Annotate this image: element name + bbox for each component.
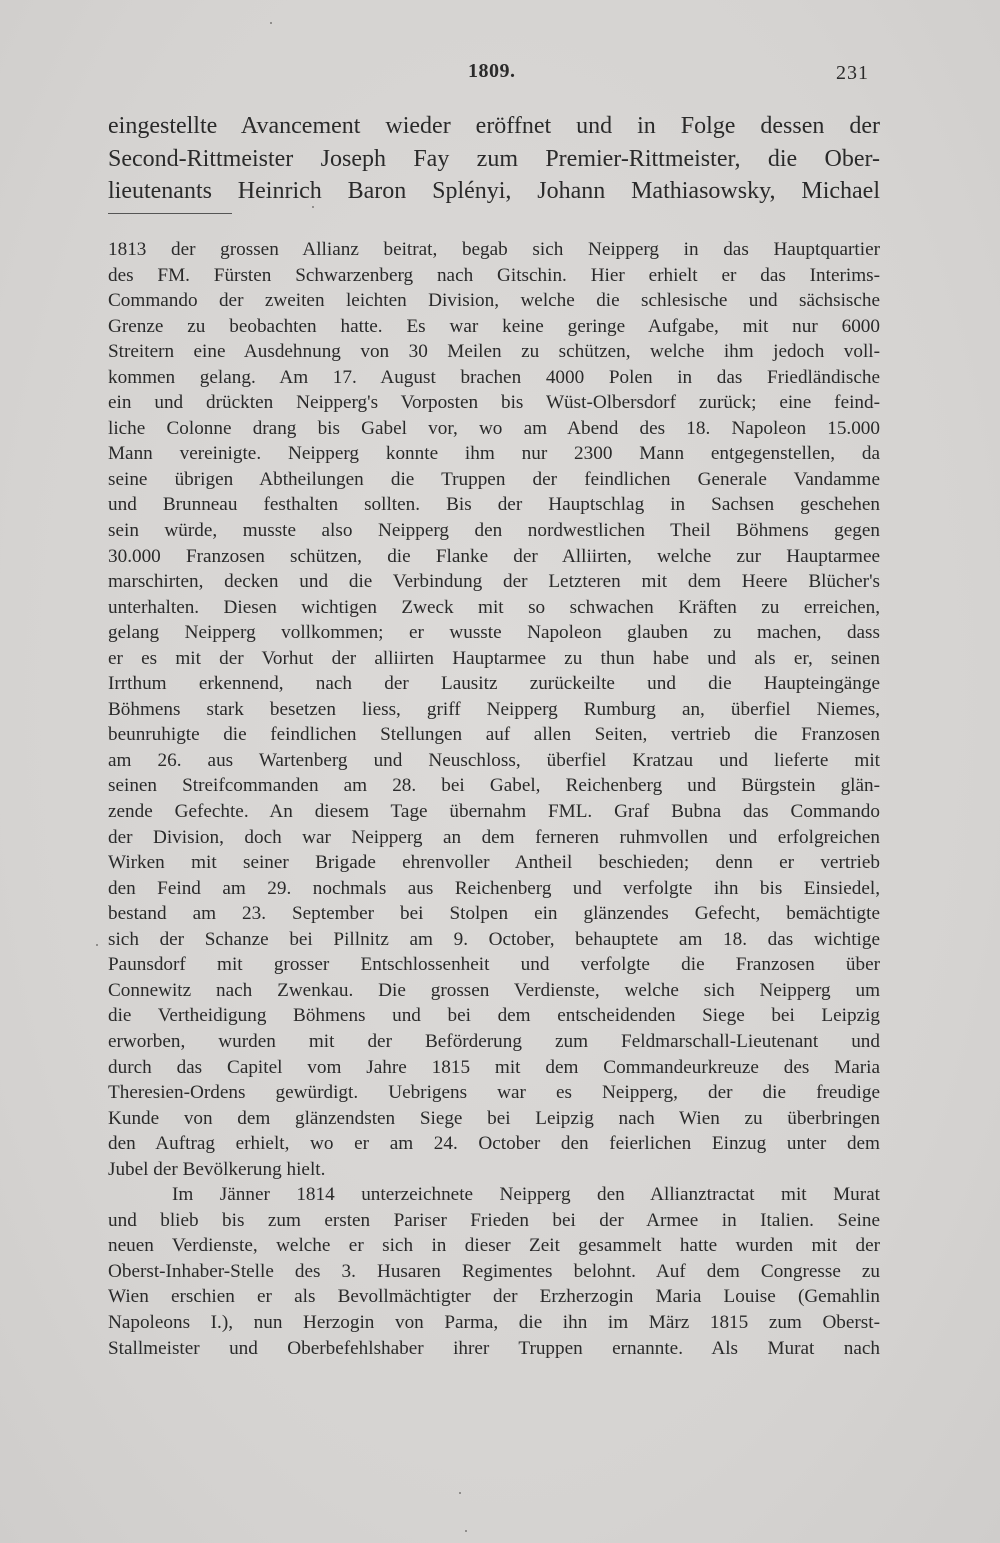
- page-number: 231: [836, 62, 869, 84]
- paper-speck: [96, 944, 98, 946]
- paper-speck: [270, 22, 272, 24]
- footnote-line: der Division, doch war Neipperg an dem ferneren ruhmvollen und erfolgreichen: [108, 826, 880, 848]
- main-text-line: Second-Rittmeister Joseph Fay zum Premier-Rittmeister, die Ober-: [108, 145, 880, 172]
- footnote-line: marschirten, decken und die Verbindung der Letzteren mit dem Heere Blücher's: [108, 571, 880, 593]
- footnote-line: 1813 der grossen Allianz beitrat, begab sich Neipperg in das Hauptquartier: [108, 239, 880, 260]
- footnote-line: er es mit der Vorhut der alliirten Hauptarmee zu thun habe und als er, seinen: [108, 647, 880, 669]
- footnote-line: seine übrigen Abtheilungen die Truppen der feindlichen Generale Vandamme: [108, 468, 880, 490]
- footnote-line: kommen gelang. Am 17. August brachen 4000 Polen in das Friedländische: [108, 366, 880, 388]
- footnote-line: sich der Schanze bei Pillnitz am 9. October, behauptete am 18. das wichtige: [108, 928, 880, 950]
- running-head: [0, 60, 1000, 90]
- footnote-line: liche Colonne drang bis Gabel vor, wo am Abend des 18. Napoleon 15.000: [108, 417, 880, 439]
- footnote-line: Paunsdorf mit grosser Entschlossenheit und verfolgte die Franzosen über: [108, 954, 880, 976]
- footnote-line: beunruhigte die feindlichen Stellungen auf allen Seiten, vertrieb die Franzosen: [108, 724, 880, 746]
- footnote-line: Grenze zu beobachten hatte. Es war keine geringe Aufgabe, mit nur 6000: [108, 315, 880, 337]
- main-text-block: [108, 110, 880, 208]
- footnote-separator: [108, 213, 232, 214]
- footnote-line: und blieb bis zum ersten Pariser Frieden bei der Armee in Italien. Seine: [108, 1209, 880, 1231]
- footnote-line: den Auftrag erhielt, wo er am 24. October den feierlichen Einzug unter dem: [108, 1133, 880, 1155]
- footnote-line: den Feind am 29. nochmals aus Reichenberg und verfolgte ihn bis Einsiedel,: [108, 877, 880, 899]
- footnote-line: Stallmeister und Oberbefehlshaber ihrer Truppen ernannte. Als Murat nach: [108, 1337, 880, 1359]
- footnote-line: neuen Verdienste, welche er sich in dieser Zeit gesammelt hatte wurden mit der: [108, 1235, 880, 1257]
- footnote-line: zende Gefechte. An diesem Tage übernahm FML. Graf Bubna das Commando: [108, 801, 880, 823]
- footnote-line: ein und drückten Neipperg's Vorposten bis Wüst-Olbersdorf zurück; eine feind-: [108, 392, 880, 414]
- main-text-line: lieutenants Heinrich Baron Splényi, Johann Mathiasowsky, Michael: [108, 178, 880, 204]
- footnote-line: Napoleons I.), nun Herzogin von Parma, die ihn im März 1815 zum Oberst-: [108, 1311, 880, 1333]
- footnote-line: Commando der zweiten leichten Division, welche die schlesische und sächsische: [108, 290, 880, 312]
- footnote-block: [108, 237, 880, 1361]
- footnote-line: Streitern eine Ausdehnung von 30 Meilen zu schützen, welche ihm jedoch voll-: [108, 341, 880, 363]
- footnote-line: erworben, wurden mit der Beförderung zum Feldmarschall-Lieutenant und: [108, 1030, 880, 1052]
- footnote-line: unterhalten. Diesen wichtigen Zweck mit so schwachen Kräften zu erreichen,: [108, 596, 880, 618]
- footnote-line: durch das Capitel vom Jahre 1815 mit dem Commandeurkreuze des Maria: [108, 1056, 880, 1078]
- footnote-line: des FM. Fürsten Schwarzenberg nach Gitschin. Hier erhielt er das Interims-: [108, 264, 880, 286]
- footnote-line: Böhmens stark besetzen liess, griff Neipperg Rumburg an, überfiel Niemes,: [108, 698, 880, 720]
- footnote-line: seinen Streifcommanden am 28. bei Gabel, Reichenberg und Bürgstein glän-: [108, 775, 880, 797]
- footnote-line: sein würde, musste also Neipperg den nordwestlichen Theil Böhmens gegen: [108, 520, 880, 542]
- footnote-line: Wirken mit seiner Brigade ehrenvoller Antheil beschieden; denn er vertrieb: [108, 852, 880, 874]
- footnote-line: Im Jänner 1814 unterzeichnete Neipperg den Allianztractat mit Murat: [172, 1184, 880, 1206]
- footnote-line: Kunde von dem glänzendsten Siege bei Leipzig nach Wien zu überbringen: [108, 1107, 880, 1129]
- footnote-line: 30.000 Franzosen schützen, die Flanke der Alliirten, welche zur Hauptarmee: [108, 545, 880, 567]
- footnote-line: Theresien-Ordens gewürdigt. Uebrigens war es Neipperg, der die freudige: [108, 1082, 880, 1104]
- main-text-line: eingestellte Avancement wieder eröffnet und in Folge dessen der: [108, 113, 880, 139]
- running-head-year: 1809.: [468, 60, 516, 82]
- footnote-line: Irrthum erkennend, nach der Lausitz zurückeilte und die Haupteingänge: [108, 673, 880, 695]
- footnote-line: am 26. aus Wartenberg und Neuschloss, überfiel Kratzau und lieferte mit: [108, 749, 880, 771]
- footnote-line: Oberst-Inhaber-Stelle des 3. Husaren Regimentes belohnt. Auf dem Congresse zu: [108, 1260, 880, 1282]
- footnote-line: und Brunneau festhalten sollten. Bis der Hauptschlag in Sachsen geschehen: [108, 494, 880, 516]
- footnote-line: gelang Neipperg vollkommen; er wusste Napoleon glauben zu machen, dass: [108, 622, 880, 644]
- footnote-line: die Vertheidigung Böhmens und bei dem entscheidenden Siege bei Leipzig: [108, 1005, 880, 1027]
- paper-speck: [465, 1530, 467, 1532]
- footnote-line: bestand am 23. September bei Stolpen ein glänzendes Gefecht, bemächtigte: [108, 903, 880, 925]
- footnote-line: Connewitz nach Zwenkau. Die grossen Verdienste, welche sich Neipperg um: [108, 979, 880, 1001]
- paper-speck: [312, 206, 314, 208]
- footnote-line: Mann vereinigte. Neipperg konnte ihm nur 2300 Mann entgegenstellen, da: [108, 443, 880, 465]
- paper-speck: [459, 1492, 461, 1494]
- footnote-line: Jubel der Bevölkerung hielt.: [108, 1158, 326, 1180]
- footnote-line: Wien erschien er als Bevollmächtigter der Erzherzogin Maria Louise (Gemahlin: [108, 1286, 880, 1308]
